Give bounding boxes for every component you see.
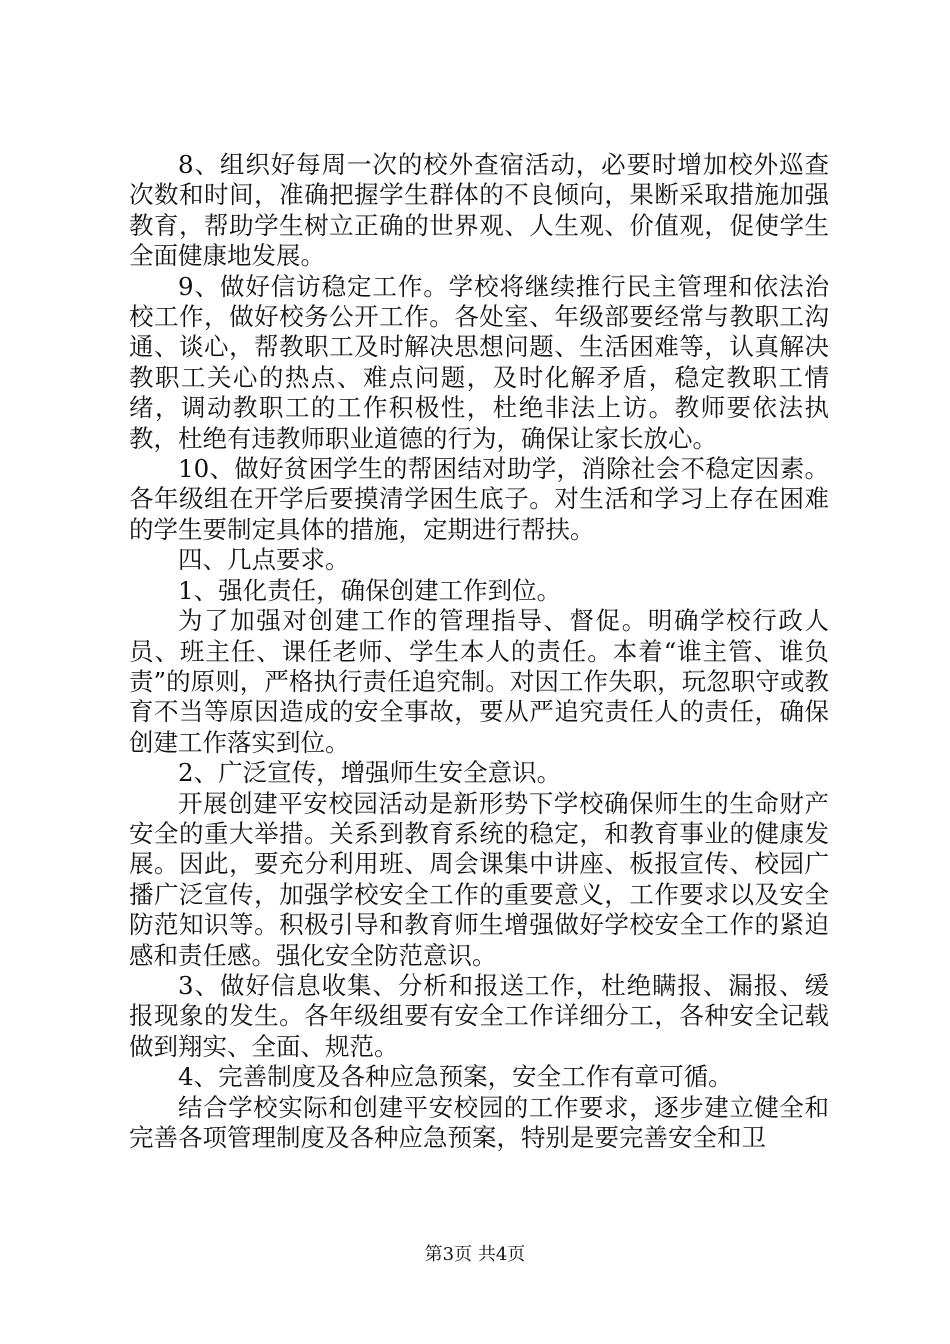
requirement-body-2: 开展创建平安校园活动是新形势下学校确保师生的生命财产安全的重大举措。关系到教育系统的稳定，和教育事业的健康发展。因此，要充分利用班、周会课集中讲座、板报宣传、校园广播广泛宣传，加强学校安全工作的重要意义，工作要求以及安全防范知识等。积极引导和教育师生增强做好学校安全工作的紧迫感和责任感。强化安全防范意识。 xyxy=(129,788,829,970)
document-body xyxy=(129,150,829,1153)
page-number-footer: 第3页 共4页 xyxy=(424,1244,526,1265)
paragraph-item-10: 10、做好贫困学生的帮困结对助学，消除社会不稳定因素。各年级组在开学后要摸清学困生底子。对生活和学习上存在困难的学生要制定具体的措施，定期进行帮扶。 xyxy=(129,454,829,544)
requirement-heading-1: 1、强化责任，确保创建工作到位。 xyxy=(178,575,562,605)
requirement-body-4: 结合学校实际和创建平安校园的工作要求，逐步建立健全和完善各项管理制度及各种应急预案，特别是要完善安全和卫 xyxy=(129,1092,829,1152)
section-heading-requirements: 四、几点要求。 xyxy=(178,545,350,575)
paragraph-item-9: 9、做好信访稳定工作。学校将继续推行民主管理和依法治校工作，做好校务公开工作。各处室、年级部要经常与教职工沟通、谈心，帮教职工及时解决思想问题、生活困难等，认真解决教职工关心的热点、难点问题，及时化解矛盾，稳定教职工情绪，调动教职工的工作积极性，杜绝非法上访。教师要依法执教，杜绝有违教师职业道德的行为，确保让家长放心。 xyxy=(129,271,829,453)
paragraph-item-8: 8、组织好每周一次的校外查宿活动，必要时增加校外巡查次数和时间，准确把握学生群体的不良倾向，果断采取措施加强教育，帮助学生树立正确的世界观、人生观、价值观，促使学生全面健康地发展。 xyxy=(129,150,829,271)
requirement-body-1: 为了加强对创建工作的管理指导、督促。明确学校行政人员、班主任、课任老师、学生本人的责任。本着“谁主管、谁负责”的原则，严格执行责任追究制。对因工作失职，玩忽职守或教育不当等原因造成的安全事故，要从严追究责任人的责任，确保创建工作落实到位。 xyxy=(129,606,829,757)
requirement-heading-4: 4、完善制度及各种应急预案，安全工作有章可循。 xyxy=(178,1062,733,1092)
requirement-heading-3: 3、做好信息收集、分析和报送工作，杜绝瞒报、漏报、缓报现象的发生。各年级组要有安全工作详细分工，各种安全记载做到翔实、全面、规范。 xyxy=(129,970,829,1061)
requirement-heading-2: 2、广泛宣传，增强师生安全意识。 xyxy=(178,758,562,788)
